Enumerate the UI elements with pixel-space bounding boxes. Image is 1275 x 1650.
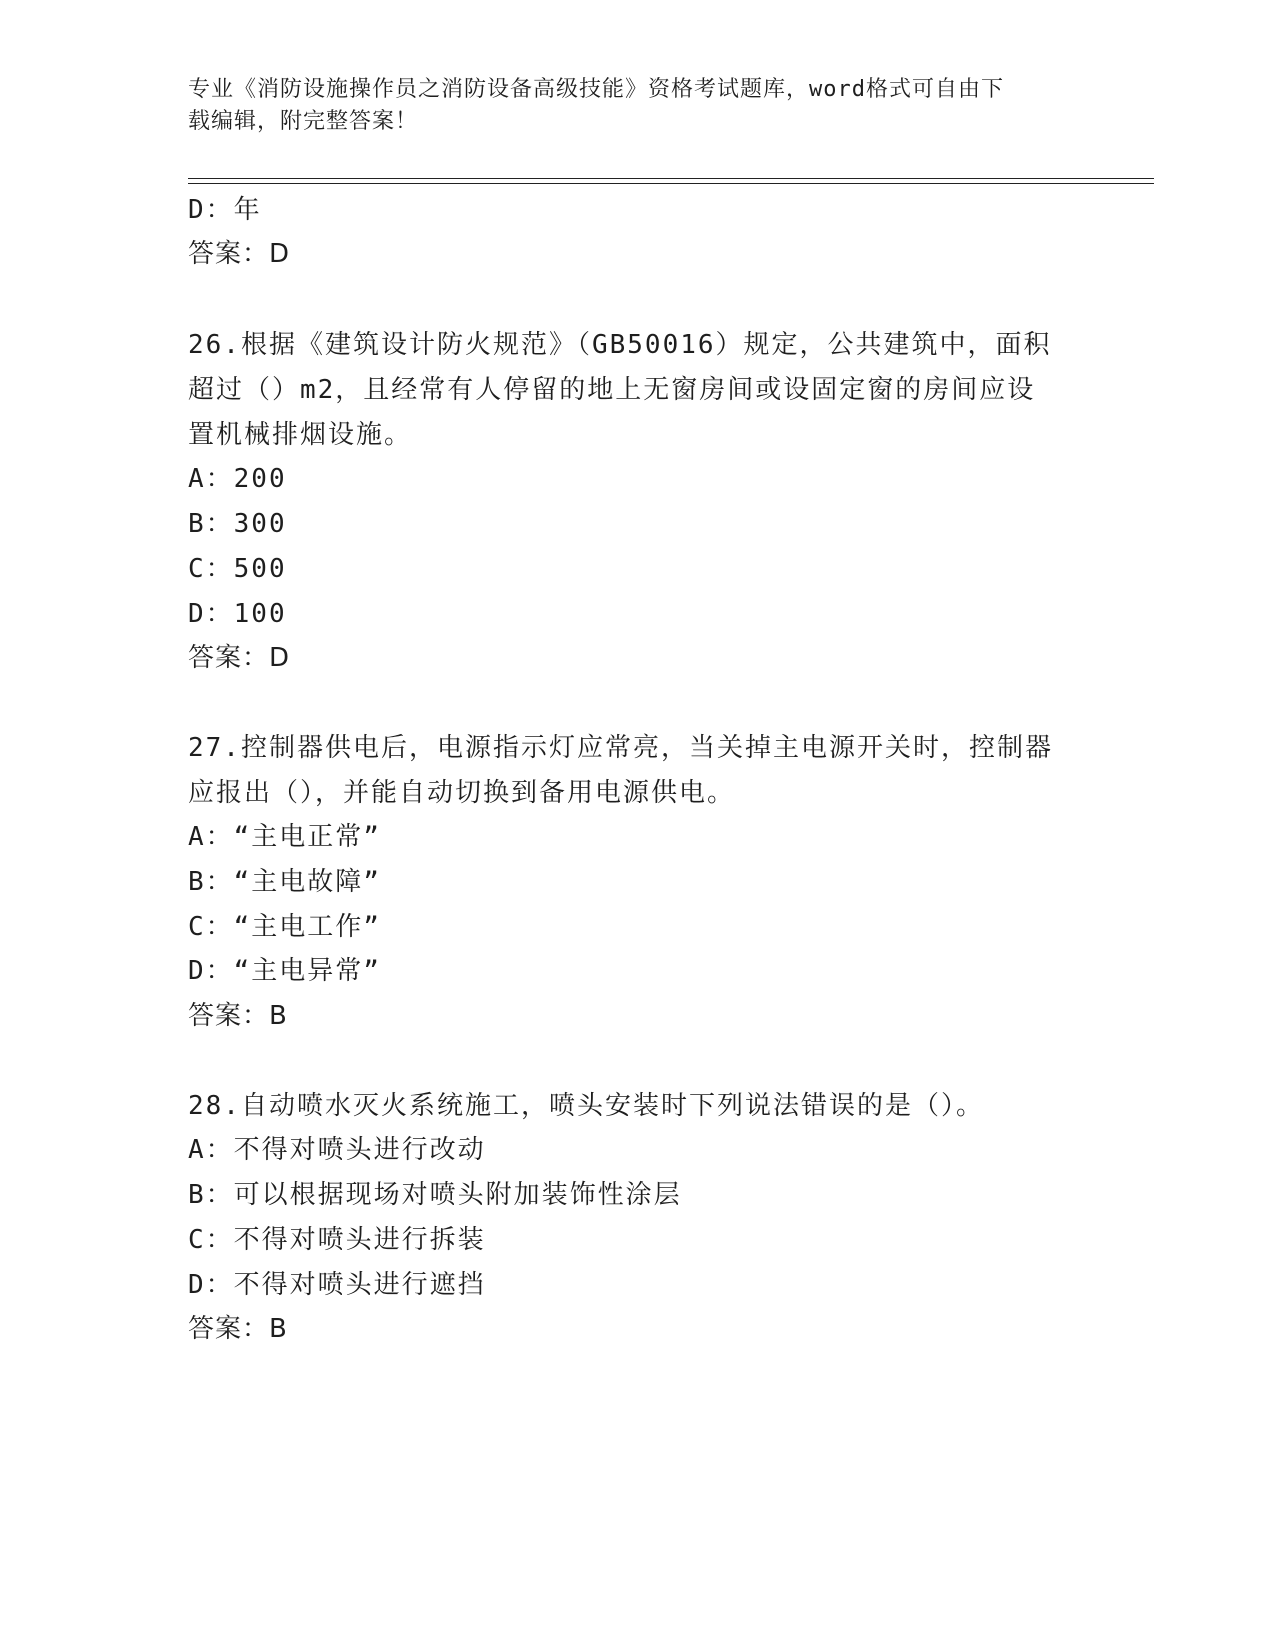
q27-answer: 答案：B [188,1001,288,1031]
q26-option-c: C：500 [188,554,287,584]
q27-option-c: C：“主电工作” [188,912,381,942]
q27-option-b: B：“主电故障” [188,867,381,897]
q28-option-d: D：不得对喷头进行遮挡 [188,1270,486,1300]
q26-answer: 答案：D [188,643,291,673]
header-rule-top [188,178,1154,179]
q28-option-c: C：不得对喷头进行拆装 [188,1225,486,1255]
q26-option-d: D：100 [188,599,287,629]
q28-option-a: A：不得对喷头进行改动 [188,1135,486,1165]
prev-answer: 答案：D [188,239,291,269]
q26-line-2: 超过（）m2，且经常有人停留的地上无窗房间或设固定窗的房间应设 [188,375,1036,405]
q27-option-d: D：“主电异常” [188,956,381,986]
q27-line-2: 应报出（），并能自动切换到备用电源供电。 [188,778,736,808]
q28-option-b: B：可以根据现场对喷头附加装饰性涂层 [188,1180,682,1210]
q26-option-b: B：300 [188,509,287,539]
q27-line-1: 27.控制器供电后，电源指示灯应常亮，当关掉主电源开关时，控制器 [188,733,1053,763]
header-line-2: 载编辑，附完整答案！ [188,109,419,134]
q27-option-a: A：“主电正常” [188,822,381,852]
q28-line-1: 28.自动喷水灭火系统施工，喷头安装时下列说法错误的是（）。 [188,1091,984,1121]
q28-answer: 答案：B [188,1314,288,1344]
prev-option-d: D：年 [188,195,262,225]
q26-line-3: 置机械排烟设施。 [188,420,413,450]
document-header [188,74,1088,138]
header-line-1: 专业《消防设施操作员之消防设备高级技能》资格考试题库，word格式可自由下 [188,77,1004,102]
q26-line-1: 26.根据《建筑设计防火规范》（GB50016）规定，公共建筑中，面积 [188,330,1052,360]
q26-option-a: A：200 [188,464,287,494]
header-rule-bottom [188,183,1154,184]
